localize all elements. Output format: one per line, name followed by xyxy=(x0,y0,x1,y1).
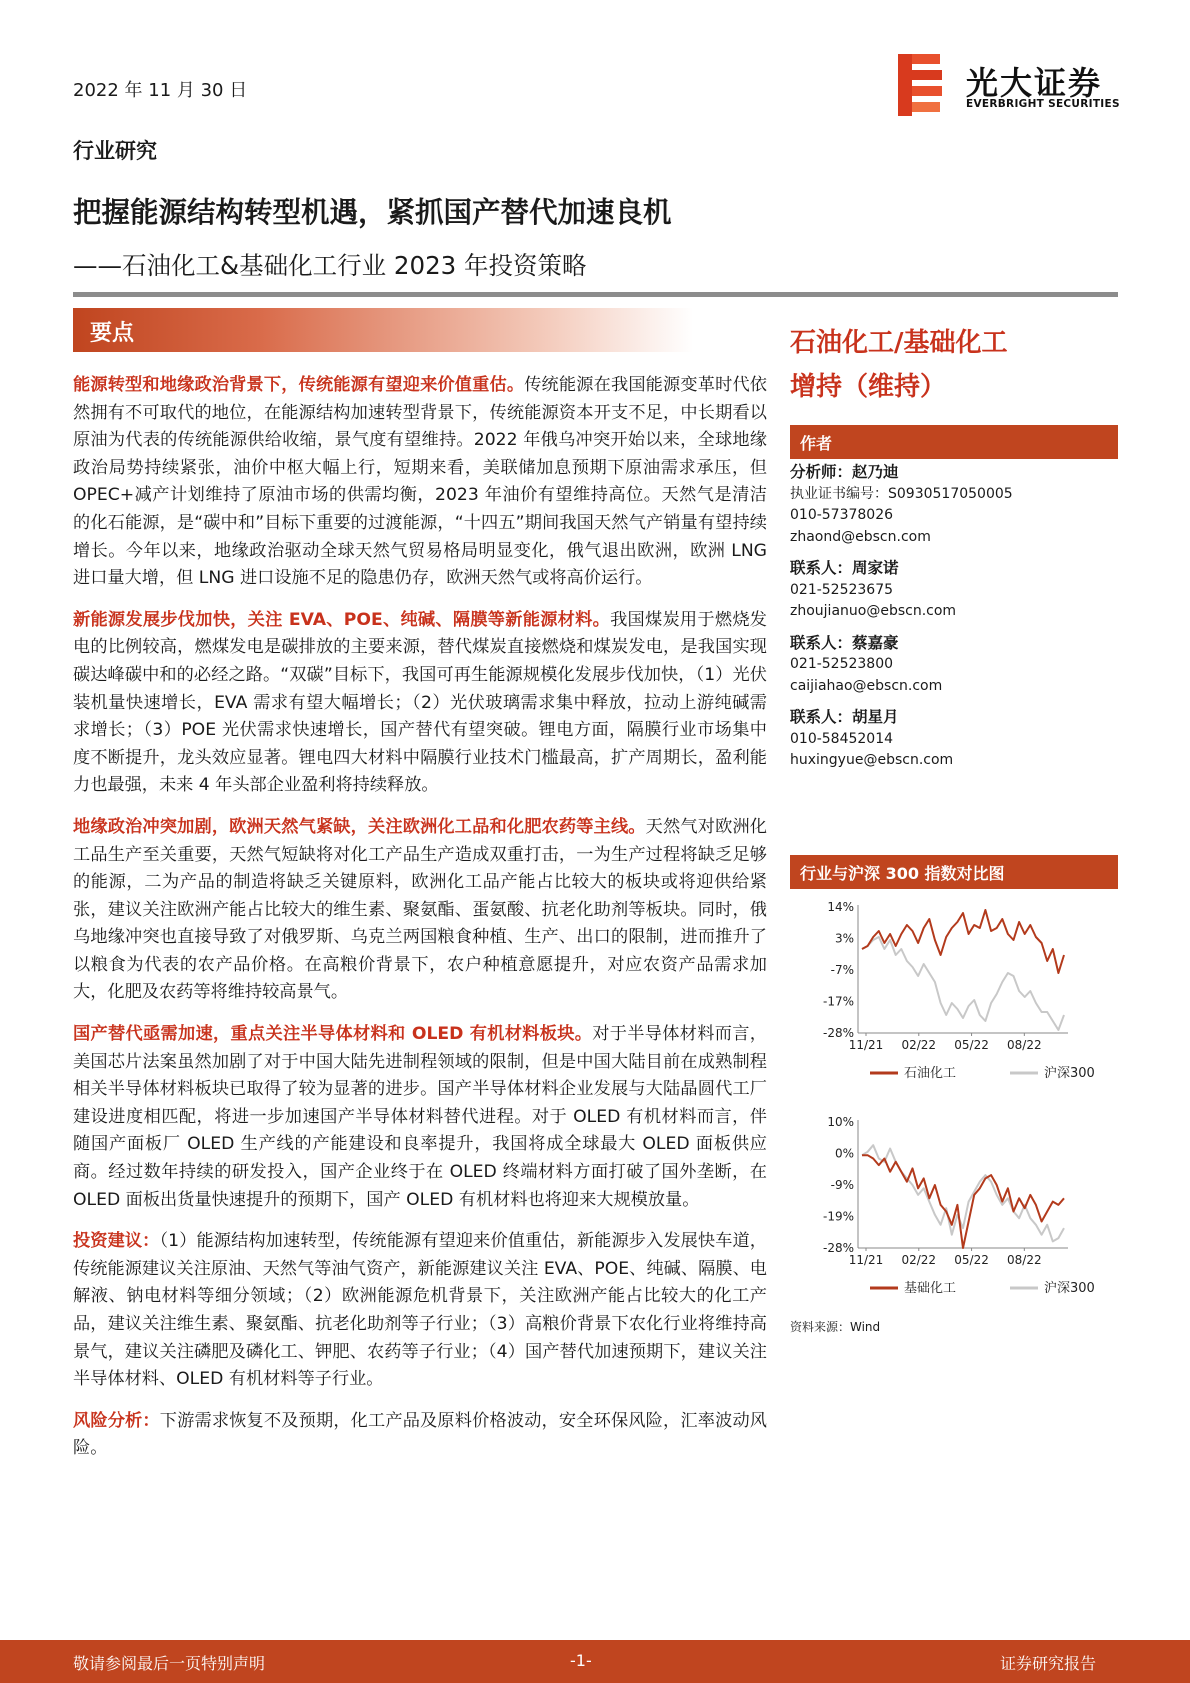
contact-name: 联系人：周家诺 xyxy=(790,559,899,577)
legend-label: 沪深300 xyxy=(1044,1281,1095,1296)
keypoint-paragraph xyxy=(73,814,767,1007)
legend-label: 沪深300 xyxy=(1044,1066,1095,1081)
keypoint-paragraph xyxy=(73,1021,767,1214)
y-tick-label: 14% xyxy=(827,900,854,914)
authors-header-bar xyxy=(790,425,1118,459)
page-number: -1- xyxy=(570,1651,592,1670)
analyst-email[interactable]: zhaond@ebscn.com xyxy=(790,528,931,545)
contact-phone: 021-52523800 xyxy=(790,656,894,672)
y-tick-label: -28% xyxy=(822,1026,854,1040)
keypoints-body xyxy=(73,372,767,1477)
y-tick-label: -9% xyxy=(830,1178,854,1192)
series-line-industry xyxy=(862,1155,1064,1248)
series-line-csi300 xyxy=(862,937,1064,1030)
report-category: 行业研究 xyxy=(73,139,157,163)
authors-label: 作者 xyxy=(800,434,833,453)
keypoint-text: 对于半导体材料而言，美国芯片法案虽然加剧了对于中国大陆先进制程领域的限制，但是中国大陆目前在成熟制程相关半导体材料板块已取得了较为显著的进步。国产半导体材料企业发展与大陆晶圆代工厂建设进度相匹配，将进一步加速国产半导体材料替代进程。对于 OLED 有机材料而言，伴随国产面板厂 OLED 生产线的产能建设和良率提升，我国将成全球最大 OLED 面板供应商。经过数年持续的研发投入，国产企业终于在 OLED 终端材料方面打破了国外垄断，在 OLED 面板出货量快速提升的预期下，国产 OLED 有机材料也将迎来大规模放量。 xyxy=(73,1024,767,1210)
report-date: 2022 年 11 月 30 日 xyxy=(73,80,248,101)
analyst-phone: 010-57378026 xyxy=(790,507,894,523)
footer-disclaimer-note: 敬请参阅最后一页特别声明 xyxy=(73,1654,266,1673)
keypoint-lead: 国产替代亟需加速，重点关注半导体材料和 OLED 有机材料板块。 xyxy=(73,1024,593,1045)
y-tick-label: -19% xyxy=(822,1209,854,1224)
x-tick-label: 11/21 xyxy=(848,1253,884,1267)
keypoints-header-bar xyxy=(73,308,693,352)
logo-english-name: EVERBRIGHT SECURITIES xyxy=(966,98,1120,110)
keypoints-label: 要点 xyxy=(90,321,135,346)
contact-phone: 021-52523675 xyxy=(790,581,894,598)
x-tick-label: 11/21 xyxy=(848,1038,884,1052)
contact-name: 联系人：胡星月 xyxy=(790,708,899,726)
x-tick-label: 08/22 xyxy=(1007,1253,1042,1267)
contact-email[interactable]: caijiahao@ebscn.com xyxy=(790,677,943,694)
keypoint-paragraph xyxy=(73,372,767,593)
footer-report-type: 证券研究报告 xyxy=(1000,1654,1097,1673)
keypoint-lead: 地缘政治冲突加剧，欧洲天然气紧缺，关注欧洲化工品和化肥农药等主线。 xyxy=(73,816,646,837)
report-subtitle: ——石油化工&基础化工行业 2023 年投资策略 xyxy=(73,251,587,280)
y-tick-label: 0% xyxy=(834,1146,854,1161)
contact-email[interactable]: zhoujianuo@ebscn.com xyxy=(790,603,957,619)
risk-analysis xyxy=(73,1408,767,1463)
y-tick-label: -17% xyxy=(822,994,854,1009)
keypoint-text: 传统能源在我国能源变革时代依然拥有不可取代的地位，在能源结构加速转型背景下，传统能源资本开支不足，中长期看以原油为代表的传统能源供给收缩，景气度有望维持。2022 年俄乌冲突开始以来，全球地缘政治局势持续紧张，油价中枢大幅上行，短期来看，美联储加息预期下原油需求承压，但 OPEC+减产计划维持了原油市场的供需均衡，2023 年油价有望维持高位。天然气是清洁的化石能源，是“碳中和”目标下重要的过渡能源，“十四五”期间我国天然气产销量有望持续增长。今年以来，地缘政治驱动全球天然气贸易格局明显变化，俄气退出欧洲，欧洲 LNG 进口量大增，但 LNG 进口设施不足的隐患仍存，欧洲天然气或将高价运行。 xyxy=(73,375,767,589)
x-tick-label: 02/22 xyxy=(901,1038,937,1052)
series-line-csi300 xyxy=(862,1145,1064,1241)
contact-name: 联系人：蔡嘉豪 xyxy=(790,633,899,652)
legend-label: 石油化工 xyxy=(904,1066,957,1081)
logo-chinese-name: 光大证券 xyxy=(966,64,1103,102)
basic-chem-vs-csi300-chart xyxy=(790,1110,1120,1315)
y-tick-label: 10% xyxy=(827,1115,854,1129)
keypoint-lead: 风险分析： xyxy=(73,1410,160,1431)
analyst-name: 分析师：赵乃迪 xyxy=(790,463,899,481)
keypoint-lead: 新能源发展步伐加快，关注 EVA、POE、纯碱、隔膜等新能源材料。 xyxy=(73,609,611,630)
x-tick-label: 08/22 xyxy=(1007,1038,1042,1052)
title-divider xyxy=(73,292,1118,297)
chart-source: 资料来源：Wind xyxy=(790,1320,881,1334)
keypoint-paragraph xyxy=(73,607,767,800)
legend-label: 基础化工 xyxy=(904,1281,957,1296)
investment-advice xyxy=(73,1228,767,1394)
keypoint-text: （1）能源结构加速转型，传统能源有望迎来价值重估，新能源步入发展快车道，传统能源建议关注原油、天然气等油气资产，新能源建议关注 EVA、POE、纯碱、隔膜、电解液、钠电材料等细分领域；（2）欧洲能源危机背景下，关注欧洲产能占比较大的化工产品，建议关注维生素、聚氨酯、抗老化助剂等子行业；（3）高粮价背景下农化行业将维持高景气，建议关注磷肥及磷化工、钾肥、农药等子行业；（4）国产替代加速预期下，建议关注半导体材料、OLED 有机材料等子行业。 xyxy=(73,1231,767,1390)
y-tick-label: -28% xyxy=(822,1241,854,1255)
keypoint-text: 下游需求恢复不及预期，化工产品及原料价格波动，安全环保风险，汇率波动风险。 xyxy=(73,1410,767,1459)
x-tick-label: 05/22 xyxy=(954,1253,989,1267)
rating-value: 增持（维持） xyxy=(790,372,947,402)
rating-industry: 石油化工/基础化工 xyxy=(790,328,1008,358)
x-tick-label: 02/22 xyxy=(901,1253,937,1267)
x-tick-label: 05/22 xyxy=(954,1038,989,1052)
chart-section-label: 行业与沪深 300 指数对比图 xyxy=(800,864,1005,883)
keypoint-lead: 投资建议： xyxy=(73,1231,160,1252)
keypoint-lead: 能源转型和地缘政治背景下，传统能源有望迎来价值重估。 xyxy=(73,375,525,395)
analyst-cert: 执业证书编号：S0930517050005 xyxy=(790,485,1013,502)
keypoint-text: 我国煤炭用于燃烧发电的比例较高，燃煤发电是碳排放的主要来源，替代煤炭直接燃烧和煤炭发电，是我国实现碳达峰碳中和的必经之路。“双碳”目标下，我国可再生能源规模化发展步伐加快，（1）光伏装机量快速增长，EVA 需求有望大幅增长；（2）光伏玻璃需求集中释放，拉动上游纯碱需求增长；（3）POE 光伏需求快速增长，国产替代有望突破。锂电方面，隔膜行业市场集中度不断提升，龙头效应显著。锂电四大材料中隔膜行业技术门槛最高，扩产周期长，盈利能力也最强，未来 4 年头部企业盈利将持续释放。 xyxy=(73,609,767,796)
y-tick-label: 3% xyxy=(834,931,854,946)
keypoint-text: 天然气对欧洲化工品生产至关重要，天然气短缺将对化工产品生产造成双重打击，一为生产过程将缺乏足够的能源，二为产品的制造将缺乏关键原料，欧洲化工品产能占比较大的板块或将迎供给紧张，建议关注欧洲产能占比较大的维生素、聚氨酯、蛋氨酸、抗老化助剂等板块。同时，俄乌地缘冲突也直接导致了对俄罗斯、乌克兰两国粮食种植、生产、出口的限制，进而推升了以粮食为代表的农产品价格。在高粮价背景下，农户种植意愿提升，对应农资产品需求加大，化肥及农药等将维持较高景气。 xyxy=(73,816,767,1003)
contact-email[interactable]: huxingyue@ebscn.com xyxy=(790,752,954,768)
author-list xyxy=(790,462,1120,772)
petrochem-vs-csi300-chart xyxy=(790,895,1120,1105)
y-tick-label: -7% xyxy=(830,963,854,977)
contact-phone: 010-58452014 xyxy=(790,730,894,747)
report-title: 把握能源结构转型机遇，紧抓国产替代加速良机 xyxy=(73,196,672,229)
series-line-industry xyxy=(862,910,1064,973)
